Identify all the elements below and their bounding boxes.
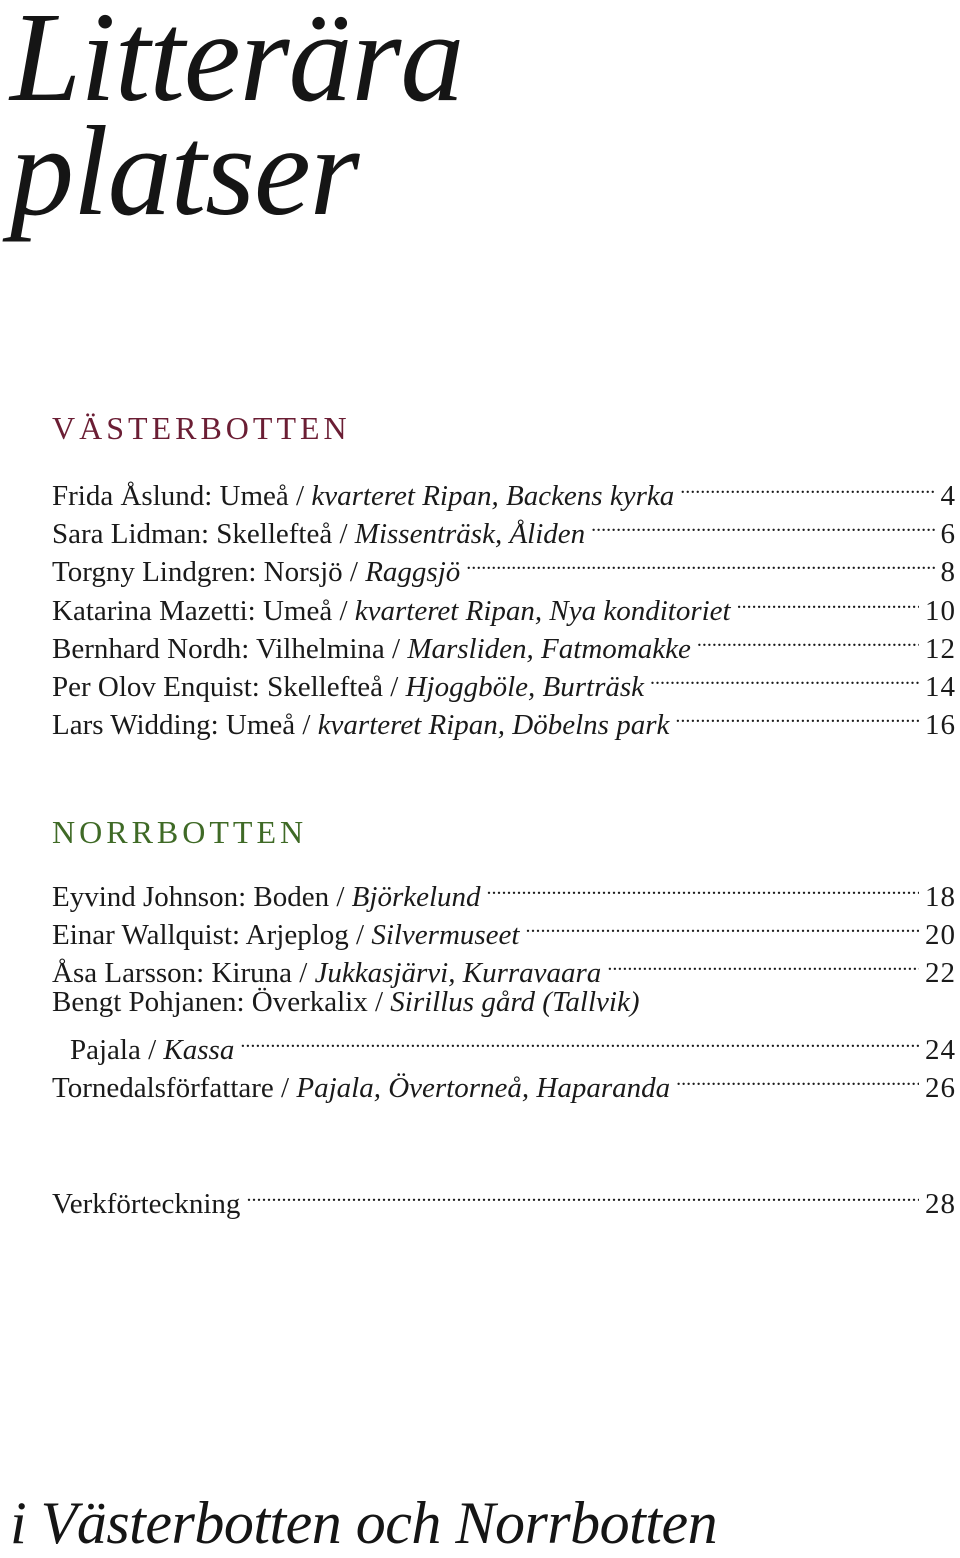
toc-list-appendix <box>52 1175 956 1220</box>
page-subtitle: i Västerbotten och Norrbotten <box>10 1490 718 1556</box>
toc-entry-label: Sara Lidman: Skellefteå / Missenträsk, Åliden <box>52 518 586 551</box>
dot-leader <box>676 1059 919 1097</box>
dot-leader <box>487 868 919 906</box>
toc-entry-label: Torgny Lindgren: Norsjö / Raggsjö <box>52 556 461 589</box>
toc-page-number: 12 <box>925 632 956 665</box>
toc-page-number: 26 <box>925 1071 956 1104</box>
dot-leader <box>591 505 934 543</box>
toc-page-number: 8 <box>940 556 956 589</box>
toc-page-number: 28 <box>925 1188 956 1220</box>
dot-leader <box>466 543 934 581</box>
dot-leader <box>737 582 919 620</box>
toc-entry-label: Åsa Larsson: Kiruna / Jukkasjärvi, Kurravaara <box>52 957 602 990</box>
dot-leader <box>680 467 934 505</box>
toc-entry-label: Pajala / Kassa <box>70 1033 235 1066</box>
toc-page-number: 10 <box>925 594 956 627</box>
toc-page-number: 16 <box>925 709 956 742</box>
toc-entry-label: Frida Åslund: Umeå / kvarteret Ripan, Backens kyrka <box>52 480 675 512</box>
toc-entry[interactable] <box>52 467 956 512</box>
toc-page-number: 20 <box>925 919 956 952</box>
toc-entry-label: Katarina Mazetti: Umeå / kvarteret Ripan, Nya konditoriet <box>52 594 731 627</box>
dot-leader <box>675 696 919 734</box>
dot-leader <box>525 906 919 944</box>
dot-leader <box>246 1175 919 1213</box>
toc-page-number: 6 <box>940 518 956 551</box>
toc-page-number: 4 <box>940 480 956 512</box>
toc-entry[interactable] <box>52 983 956 1021</box>
dot-leader <box>607 944 919 982</box>
dot-leader <box>650 658 919 696</box>
toc-entry-verkforteckning[interactable] <box>52 1175 956 1220</box>
toc-list-norrbotten <box>52 868 956 1104</box>
toc-page-number: 14 <box>925 670 956 703</box>
toc-list-vasterbotten <box>52 467 956 742</box>
toc-entry-label: Verkförteckning <box>52 1188 241 1220</box>
section-heading-vasterbotten: VÄSTERBOTTEN <box>52 410 351 446</box>
section-heading-norrbotten: NORRBOTTEN <box>52 814 308 850</box>
title-line-2: platser <box>10 100 359 242</box>
dot-leader <box>240 1021 919 1059</box>
page-title <box>10 0 464 242</box>
toc-entry[interactable] <box>52 868 956 913</box>
dot-leader <box>697 620 919 658</box>
title-line-1: Litterära <box>10 0 464 128</box>
toc-entry-label: Eyvind Johnson: Boden / Björkelund <box>52 881 481 913</box>
toc-entry-label: Lars Widding: Umeå / kvarteret Ripan, Döbelns park <box>52 709 670 742</box>
toc-page-number: 24 <box>925 1033 956 1066</box>
toc-entry-label: Bengt Pohjanen: Överkalix / Sirillus gård (Tallvik) <box>52 985 640 1018</box>
toc-entry[interactable] <box>52 1021 956 1066</box>
toc-page-number: 22 <box>925 957 956 990</box>
toc-entry-label: Bernhard Nordh: Vilhelmina / Marsliden, Fatmomakke <box>52 632 691 665</box>
toc-entry-label: Per Olov Enquist: Skellefteå / Hjoggböle, Burträsk <box>52 670 645 703</box>
toc-entry-label: Tornedalsförfattare / Pajala, Övertorneå, Haparanda <box>52 1071 671 1104</box>
toc-entry-label: Einar Wallquist: Arjeplog / Silvermuseet <box>52 919 520 952</box>
toc-page-number: 18 <box>925 881 956 913</box>
